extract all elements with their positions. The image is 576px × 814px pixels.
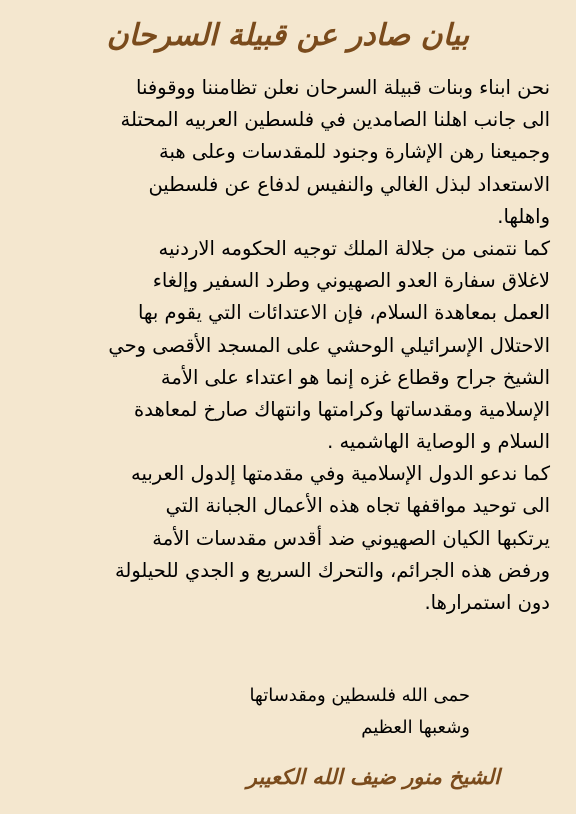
body-line: الإسلامية ومقدساتها وكرامتها وانتهاك صارخ لمعاهدة xyxy=(134,397,550,421)
closing-line: وشعبها العظيم xyxy=(361,717,470,738)
body-line: كما ندعو الدول الإسلامية وفي مقدمتها إلدول العربيه xyxy=(130,462,550,486)
body-line: الاحتلال الإسرائيلي الوحشي على المسجد الأقصى وحي xyxy=(108,333,550,357)
signature: الشيخ منور ضيف الله الكعيبر xyxy=(246,764,500,789)
body-line: ورفض هذه الجرائم، والتحرك السريع و الجدي للحيلولة xyxy=(114,558,550,582)
statement-title: بيان صادر عن قبيلة السرحان xyxy=(106,18,470,53)
body-line: لاغلاق سفارة العدو الصهيوني وطرد السفير وإلغاء xyxy=(152,269,550,293)
closing-prayer xyxy=(60,680,470,744)
body-line: الى توحيد مواقفها تجاه هذه الأعمال الجبانة التي xyxy=(165,494,550,518)
body-line: واهلها. xyxy=(497,204,550,228)
body-line: نحن ابناء وبنات قبيلة السرحان نعلن تظامننا ووقوفنا xyxy=(136,76,550,99)
statement-body xyxy=(26,72,550,619)
body-line: الشيخ جراح وقطاع غزه إنما هو اعتداء على الأمة xyxy=(160,365,550,389)
body-line: السلام و الوصاية الهاشميه . xyxy=(327,430,550,454)
body-line: العمل بمعاهدة السلام، فإن الاعتدائات التي يقوم بها xyxy=(137,301,550,325)
closing-line: حمى الله فلسطين ومقدساتها xyxy=(249,685,470,706)
body-line: دون استمرارها. xyxy=(424,591,550,614)
body-line: الى جانب اهلنا الصامدين في فلسطين العربيه المحتلة xyxy=(120,108,550,132)
body-line: يرتكبها الكيان الصهيوني ضد أقدس مقدسات الأمة xyxy=(152,526,550,550)
body-line: الاستعداد لبذل الغالي والنفيس لدفاع عن فلسطين xyxy=(148,172,550,196)
body-line: وجميعنا رهن الإشارة وجنود للمقدسات وعلى هبة xyxy=(159,140,550,164)
body-line: كما نتمنى من جلالة الملك توجيه الحكومه الاردنيه xyxy=(158,236,550,260)
